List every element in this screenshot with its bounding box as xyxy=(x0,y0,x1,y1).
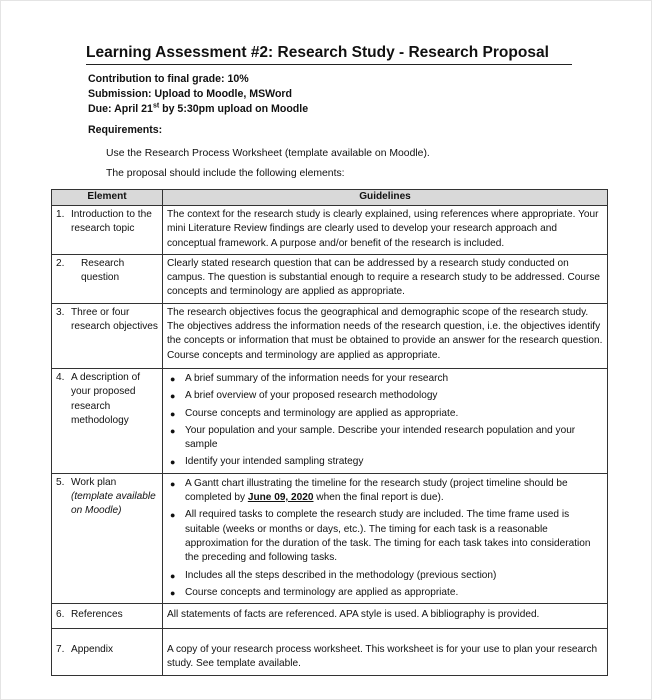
row-number: 5. xyxy=(56,476,65,488)
guideline-cell: A copy of your research process worksheet. This worksheet is for your use to plan your research study. See template available. xyxy=(163,629,608,676)
bullet-icon: ● xyxy=(170,510,176,521)
list-item: ● Your population and your sample. Describe your intended research population and your sample xyxy=(170,424,576,451)
element-label xyxy=(71,476,160,519)
list-item: ● Course concepts and terminology are applied as appropriate. xyxy=(167,407,603,421)
element-cell xyxy=(52,629,163,676)
element-cell xyxy=(52,254,163,303)
requirements-heading: Requirements: xyxy=(88,124,163,136)
table-row xyxy=(52,629,608,676)
methodology-bullet-list xyxy=(167,372,603,470)
guideline-cell xyxy=(163,368,608,473)
table-row xyxy=(52,604,608,629)
element-cell xyxy=(52,604,163,629)
list-item: ● A brief summary of the information needs for your research xyxy=(167,372,603,386)
row-number: 2. xyxy=(56,257,65,269)
row-number: 4. xyxy=(56,371,65,383)
row-number: 3. xyxy=(56,306,65,318)
requirements-table xyxy=(51,189,608,676)
due-line xyxy=(88,102,308,117)
contribution-line: Contribution to final grade: 10% xyxy=(88,73,249,85)
element-label: Research question xyxy=(81,257,125,284)
bullet-icon: ● xyxy=(170,457,176,468)
header-guidelines: Guidelines xyxy=(163,190,608,206)
work-plan-bullet-list xyxy=(167,477,603,600)
table-row xyxy=(52,368,608,473)
intro-line-2: The proposal should include the following elements: xyxy=(106,168,345,179)
due-superscript: st xyxy=(152,102,160,110)
table-row xyxy=(52,473,608,603)
guideline-cell xyxy=(163,473,608,603)
list-item: ● Identify your intended sampling strategy xyxy=(167,455,603,469)
list-item: ● A Gantt chart illustrating the timeline for the research study (project timeline should be completed by June 09, 2020 when the final report is due). xyxy=(170,477,568,504)
element-cell xyxy=(52,206,163,255)
element-cell xyxy=(52,303,163,368)
element-label-note: (template available on Moodle) xyxy=(71,491,156,517)
element-label: Three or four research objectives xyxy=(71,306,158,333)
element-cell xyxy=(52,368,163,473)
due-suffix: by 5:30pm upload on Moodle xyxy=(159,103,309,115)
element-cell xyxy=(52,473,163,603)
row-number: 6. xyxy=(56,609,65,621)
table-header-row xyxy=(52,190,608,206)
element-label: Appendix xyxy=(71,644,114,656)
bullet-icon: ● xyxy=(170,587,176,598)
list-item: ● Includes all the steps described in the methodology (previous section) xyxy=(167,569,603,583)
row-number: 1. xyxy=(56,209,65,220)
final-report-due-date: June 09, 2020 xyxy=(247,492,314,504)
intro-line-1: Use the Research Process Worksheet (template available on Moodle). xyxy=(106,148,430,159)
table-row xyxy=(52,206,608,255)
bullet-icon: ● xyxy=(170,570,176,581)
list-item: ● All required tasks to complete the research study are included. The time frame used is suitable (weeks or months or days, etc.). The timing for each task is a reasonable approximation for the duration of the task. The timing for each task takes into consideration the preceding and following tasks. xyxy=(170,509,591,564)
table-row xyxy=(52,303,608,368)
guideline-cell: All statements of facts are referenced. APA style is used. A bibliography is provided. xyxy=(163,604,608,629)
guideline-cell: Clearly stated research question that can be addressed by a research study conducted on campus. The question is substantial enough to require a research study to be addressed. Course concepts and terminology are applied as appropriate. xyxy=(163,254,608,303)
bullet-icon: ● xyxy=(170,391,176,402)
element-label: Introduction to the research topic xyxy=(71,209,152,235)
guideline-cell: The context for the research study is clearly explained, using references where appropriate. Your mini Literature Review findings are clearly used to develop your research approach and conceptual framework. A purpose and/or benefit of the research is included. xyxy=(163,206,608,255)
guideline-cell: The research objectives focus the geographical and demographic scope of the research study. The objectives address the information needs of the research question, i.e. the objectives identify the concepts or information that must be obtained to provide an answer for the research question. Course concepts and terminology are applied as appropriate. xyxy=(163,303,608,368)
row-number: 7. xyxy=(56,644,65,656)
assessment-meta xyxy=(88,72,308,117)
list-item: ● Course concepts and terminology are applied as appropriate. xyxy=(167,586,603,600)
element-label: A description of your proposed research methodology xyxy=(71,371,141,426)
element-label-main: Work plan xyxy=(71,476,117,488)
table-row xyxy=(52,254,608,303)
element-label: References xyxy=(71,609,123,621)
due-prefix: Due: April 21 xyxy=(88,103,153,115)
bullet-icon: ● xyxy=(170,373,176,384)
list-item: ● A brief overview of your proposed research methodology xyxy=(167,389,603,403)
bullet-icon: ● xyxy=(170,425,176,436)
bullet-icon: ● xyxy=(170,408,176,419)
bullet-icon: ● xyxy=(170,478,176,489)
header-element: Element xyxy=(52,190,163,206)
document-title: Learning Assessment #2: Research Study - Research Proposal xyxy=(86,44,572,65)
submission-line: Submission: Upload to Moodle, MSWord xyxy=(88,88,293,100)
